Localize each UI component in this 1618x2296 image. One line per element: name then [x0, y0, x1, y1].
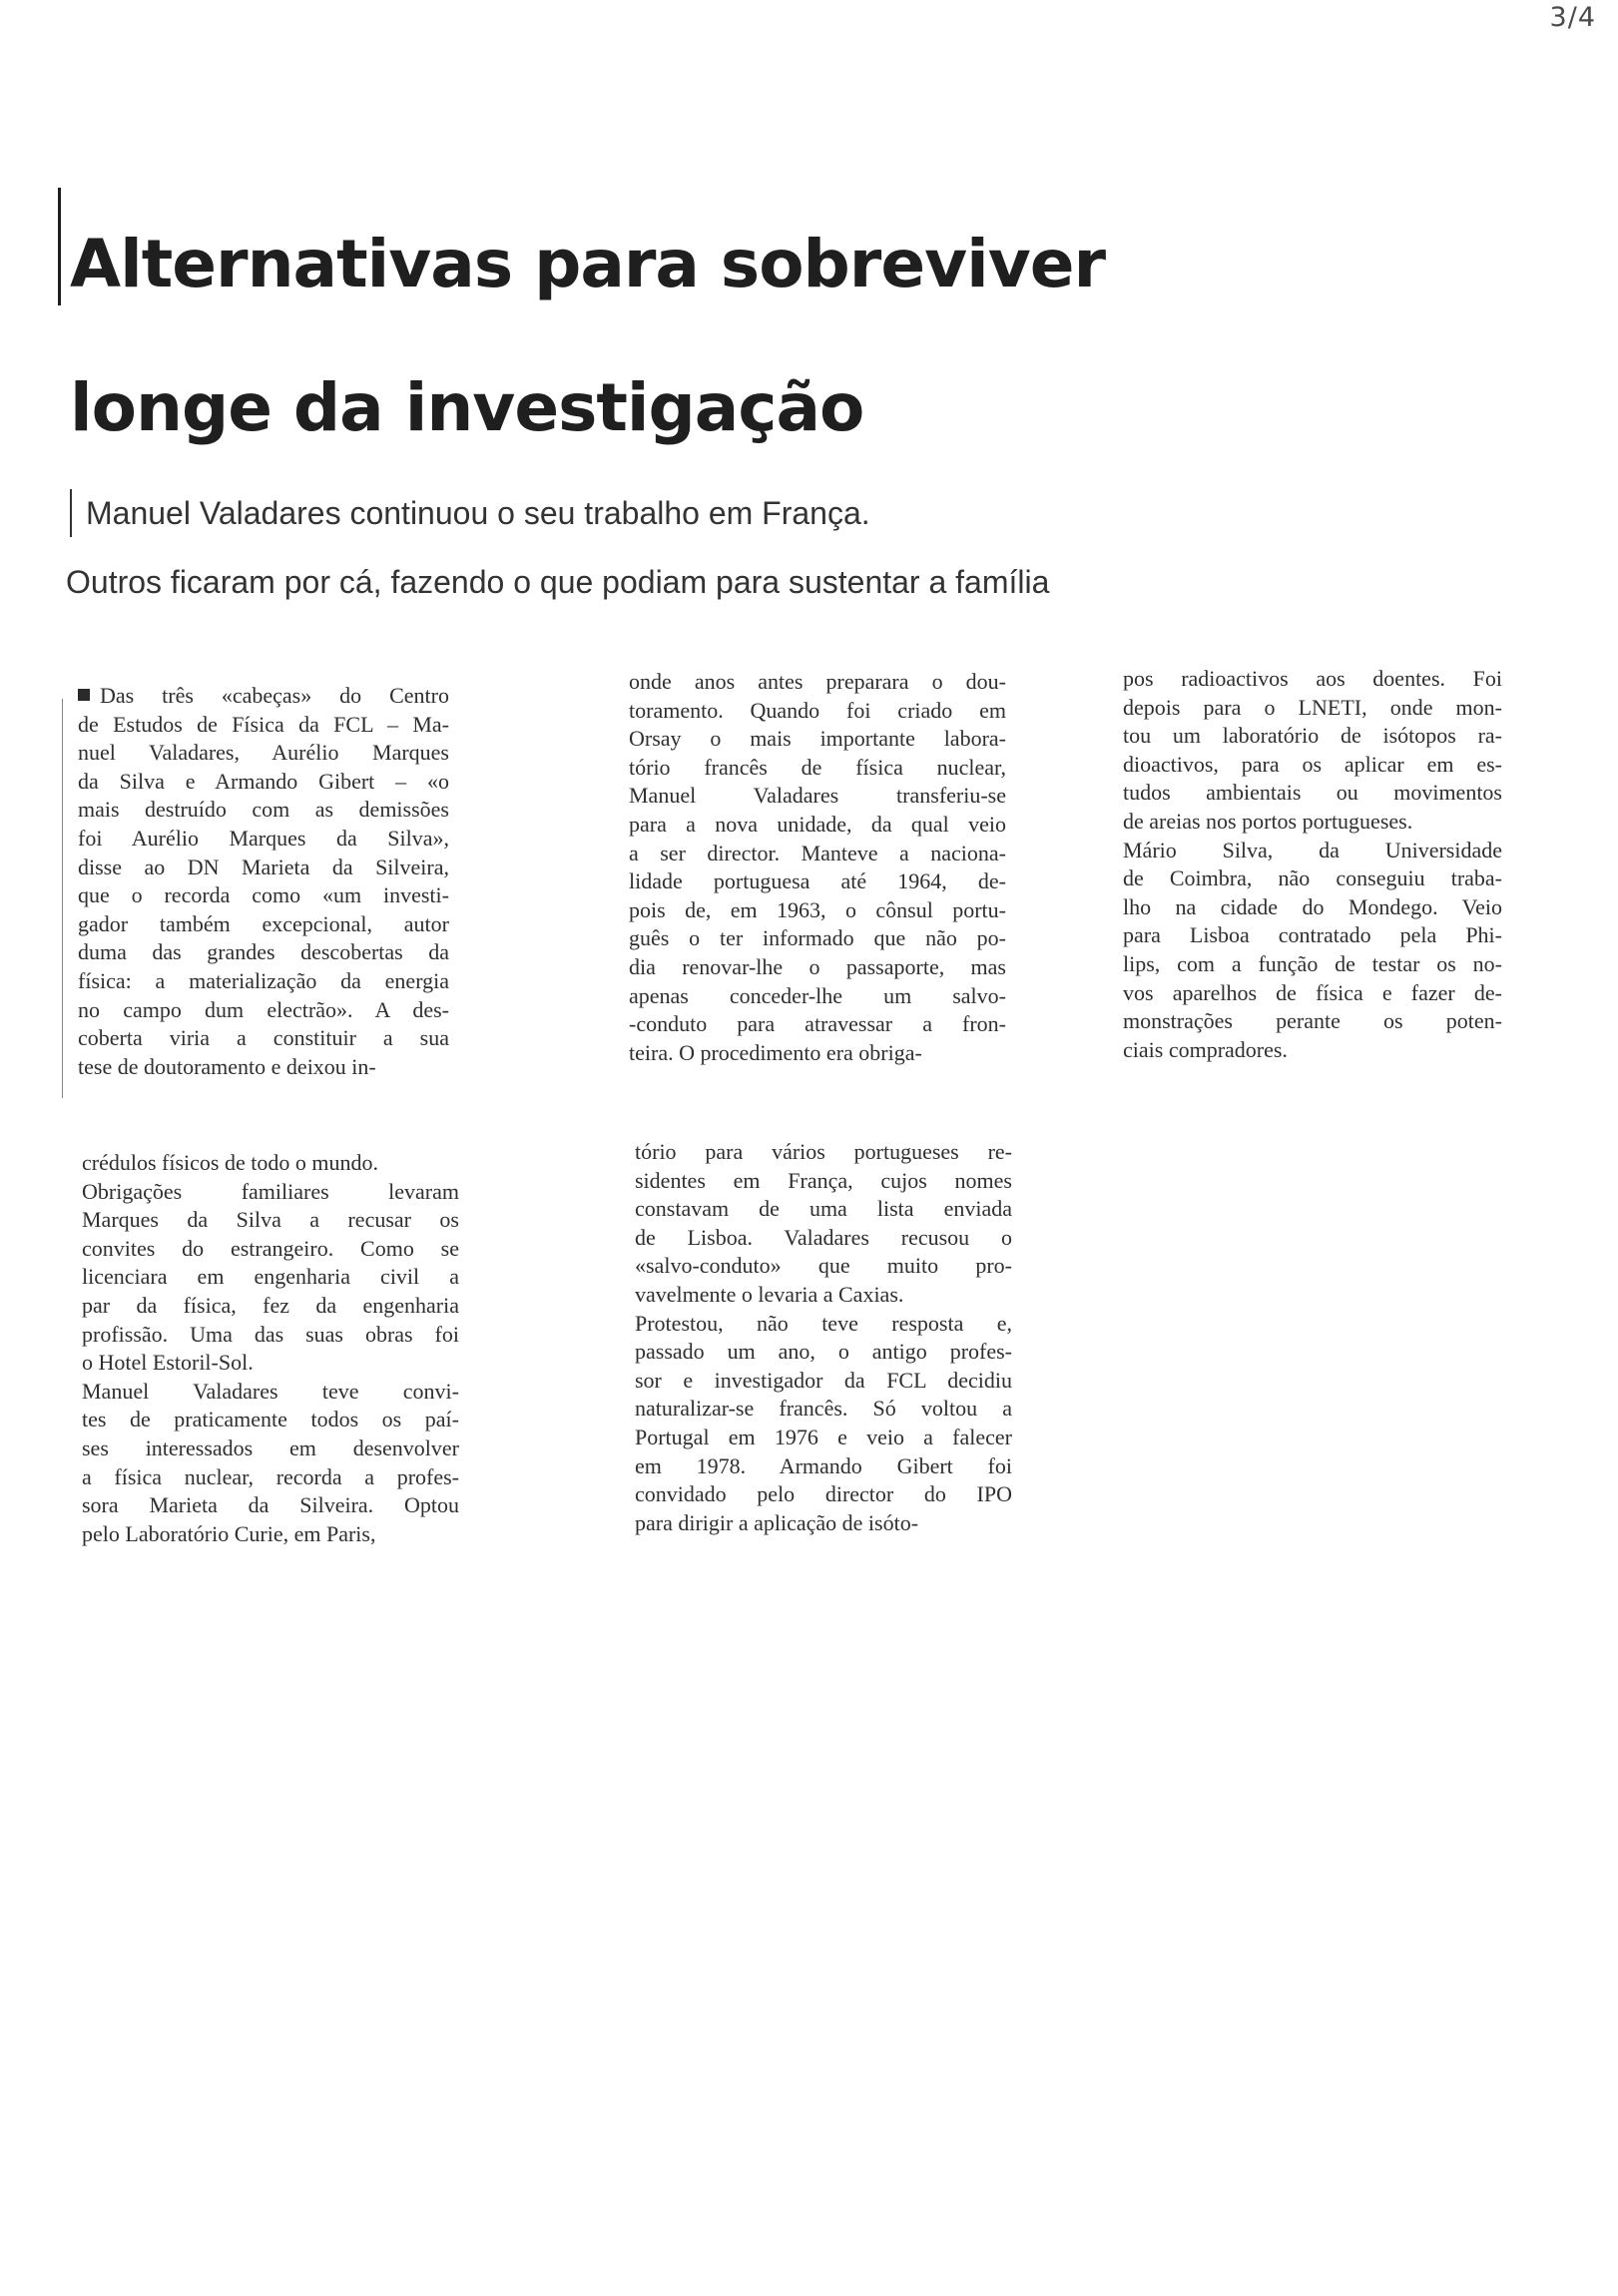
article-line-text: crédulos físicos de todo o mundo.	[82, 1150, 378, 1175]
article-line-text: passado um ano, o antigo profes-	[635, 1339, 1012, 1365]
subhead-rule	[70, 489, 72, 537]
article-line-text: toramento. Quando foi criado em	[629, 697, 1006, 723]
article-line	[82, 1435, 459, 1463]
article-line-text: lidade portuguesa até 1964, de-	[629, 868, 1006, 894]
article-line-text: depois para o LNETI, onde mon-	[1123, 694, 1502, 720]
article-line	[82, 1491, 459, 1520]
article-line	[629, 668, 1006, 697]
article-line-text: sidentes em França, cujos nomes	[635, 1167, 1012, 1193]
article-line-text: nuel Valadares, Aurélio Marques	[78, 740, 449, 766]
article-line	[78, 825, 449, 854]
article-line-text: de Coimbra, não conseguiu traba-	[1123, 865, 1502, 891]
article-line	[1123, 864, 1502, 893]
article-line	[82, 1235, 459, 1264]
article-line	[635, 1338, 1012, 1367]
article-line-text: de areias nos portos portugueses.	[1123, 808, 1413, 834]
article-line	[78, 1024, 449, 1053]
subhead-line-2: Outros ficaram por cá, fazendo o que podiam para sustentar a família	[66, 564, 1050, 600]
article-line-text: Obrigações familiares levaram	[82, 1178, 459, 1204]
article-line	[82, 1463, 459, 1492]
article-line-text: sor e investigador da FCL decidiu	[635, 1367, 1012, 1393]
article-line-text: da Silva e Armando Gibert – «o	[78, 768, 449, 794]
article-line	[82, 1149, 459, 1178]
article-line	[635, 1509, 1012, 1538]
article-line-text: para a nova unidade, da qual veio	[629, 811, 1006, 837]
article-line	[629, 840, 1006, 868]
bullet-square-icon	[78, 689, 90, 701]
article-line	[78, 910, 449, 939]
article-line	[82, 1321, 459, 1350]
article-line	[635, 1224, 1012, 1253]
article-line	[629, 782, 1006, 811]
article-line	[1123, 1036, 1502, 1065]
article-line	[78, 967, 449, 996]
article-line-text: teira. O procedimento era obriga-	[629, 1039, 922, 1065]
article-line	[78, 996, 449, 1025]
article-line-text: Das três «cabeças» do Centro	[100, 683, 449, 708]
article-line	[1123, 665, 1502, 694]
article-line	[635, 1480, 1012, 1509]
article-line-text: vos aparelhos de física e fazer de-	[1123, 979, 1502, 1005]
article-line-text: tudos ambientais ou movimentos	[1123, 780, 1502, 806]
article-line-text: -conduto para atravessar a fron-	[629, 1011, 1006, 1037]
article-line-text: para dirigir a aplicação de isóto-	[635, 1509, 919, 1535]
article-line-text: convidado pelo director do IPO	[635, 1481, 1012, 1507]
article-column-3-top	[1123, 665, 1502, 1064]
article-line-text: o Hotel Estoril-Sol.	[82, 1350, 254, 1376]
article-line	[629, 754, 1006, 783]
article-line	[629, 811, 1006, 840]
article-line	[1123, 1007, 1502, 1036]
article-column-1-bottom	[82, 1149, 459, 1548]
article-line	[635, 1138, 1012, 1167]
article-line-text: sora Marieta da Silveira. Optou	[82, 1492, 459, 1518]
article-line	[78, 739, 449, 768]
headline-line-1: Alternativas para sobreviver	[70, 226, 1106, 302]
article-line-text: foi Aurélio Marques da Silva»,	[78, 825, 449, 851]
article-line-text: apenas conceder-lhe um salvo-	[629, 982, 1006, 1008]
article-line-text: tese de doutoramento e deixou in-	[78, 1053, 376, 1079]
article-line	[82, 1349, 459, 1378]
column-divider	[62, 699, 63, 1098]
article-line-text: pos radioactivos aos doentes. Foi	[1123, 666, 1502, 691]
article-line-text: disse ao DN Marieta da Silveira,	[78, 854, 449, 879]
article-line-text: tes de praticamente todos os paí-	[82, 1407, 459, 1433]
article-line-text: Orsay o mais importante labora-	[629, 726, 1006, 752]
article-line	[629, 982, 1006, 1011]
article-line	[629, 867, 1006, 896]
article-line	[635, 1195, 1012, 1224]
article-line-text: Manuel Valadares teve convi-	[82, 1378, 459, 1404]
article-line-text: Mário Silva, da Universidade	[1123, 837, 1502, 862]
article-line-text: onde anos antes preparara o dou-	[629, 669, 1006, 694]
article-line	[78, 711, 449, 740]
article-line-text: Marques da Silva a recusar os	[82, 1207, 459, 1233]
article-line-text: coberta viria a constituir a sua	[78, 1025, 449, 1051]
article-line	[82, 1378, 459, 1407]
article-line	[629, 924, 1006, 953]
article-line-text: pelo Laboratório Curie, em Paris,	[82, 1520, 376, 1546]
page-number: 3/4	[1549, 2, 1596, 33]
article-line-text: convites do estrangeiro. Como se	[82, 1235, 459, 1261]
article-line	[1123, 979, 1502, 1008]
article-line-text: lho na cidade do Mondego. Veio	[1123, 893, 1502, 919]
article-line	[78, 682, 449, 711]
article-line	[82, 1263, 459, 1292]
article-line	[78, 938, 449, 967]
article-line-text: par da física, fez da engenharia	[82, 1292, 459, 1318]
article-line	[629, 1039, 1006, 1068]
article-line	[82, 1520, 459, 1549]
article-line-text: pois de, em 1963, o cônsul portu-	[629, 896, 1006, 922]
article-line	[82, 1292, 459, 1321]
article-line	[635, 1395, 1012, 1424]
article-line-text: a ser director. Manteve a naciona-	[629, 840, 1006, 865]
headline-line-2: longe da investigação	[70, 369, 864, 446]
article-line-text: no campo dum electrão». A des-	[78, 996, 449, 1022]
article-line-text: de Estudos de Física da FCL – Ma-	[78, 711, 449, 737]
article-column-2-bottom	[635, 1138, 1012, 1537]
article-line-text: ses interessados em desenvolver	[82, 1435, 459, 1460]
article-line	[78, 796, 449, 825]
article-line	[635, 1252, 1012, 1281]
article-line-text: naturalizar-se francês. Só voltou a	[635, 1396, 1012, 1422]
article-line	[1123, 779, 1502, 808]
article-column-2-top	[629, 668, 1006, 1067]
article-line	[1123, 837, 1502, 865]
article-line-text: de Lisboa. Valadares recusou o	[635, 1224, 1012, 1250]
article-line	[635, 1281, 1012, 1310]
article-line-text: «salvo-conduto» que muito pro-	[635, 1253, 1012, 1279]
article-line-text: gador também excepcional, autor	[78, 910, 449, 936]
article-line-text: Portugal em 1976 e veio a falecer	[635, 1424, 1012, 1449]
article-line-text: em 1978. Armando Gibert foi	[635, 1452, 1012, 1478]
article-column-1-top	[78, 682, 449, 1081]
article-line-text: Protestou, não teve resposta e,	[635, 1310, 1012, 1336]
article-line	[635, 1452, 1012, 1481]
article-line-text: a física nuclear, recorda a profes-	[82, 1463, 459, 1489]
article-line	[78, 1053, 449, 1082]
article-line-text: guês o ter informado que não po-	[629, 925, 1006, 951]
article-line-text: duma das grandes descobertas da	[78, 939, 449, 965]
article-line	[629, 725, 1006, 754]
article-line	[635, 1367, 1012, 1396]
article-line	[82, 1406, 459, 1435]
article-line	[1123, 921, 1502, 950]
article-line-text: lips, com a função de testar os no-	[1123, 950, 1502, 976]
article-line-text: vavelmente o levaria a Caxias.	[635, 1281, 904, 1307]
article-line	[1123, 722, 1502, 751]
article-line-text: monstrações perante os poten-	[1123, 1008, 1502, 1034]
article-line-text: para Lisboa contratado pela Phi-	[1123, 922, 1502, 948]
article-line	[1123, 808, 1502, 837]
article-line	[635, 1424, 1012, 1452]
article-line-text: que o recorda como «um investi-	[78, 882, 449, 908]
article-line	[1123, 893, 1502, 922]
article-line	[78, 768, 449, 797]
article-line-text: licenciara em engenharia civil a	[82, 1264, 459, 1290]
article-line	[78, 881, 449, 910]
article-line	[629, 697, 1006, 726]
article-line-text: profissão. Uma das suas obras foi	[82, 1321, 459, 1347]
article-line	[635, 1310, 1012, 1339]
article-line-text: mais destruído com as demissões	[78, 797, 449, 823]
article-line	[1123, 950, 1502, 979]
article-line-text: constavam de uma lista enviada	[635, 1196, 1012, 1222]
article-line	[629, 896, 1006, 925]
article-line-text: Manuel Valadares transferiu-se	[629, 783, 1006, 809]
article-line	[1123, 751, 1502, 780]
article-line-text: tório para vários portugueses re-	[635, 1139, 1012, 1164]
article-line-text: dioactivos, para os aplicar em es-	[1123, 751, 1502, 777]
article-line-text: tório francês de física nuclear,	[629, 754, 1006, 780]
article-line	[1123, 694, 1502, 723]
article-line-text: ciais compradores.	[1123, 1036, 1288, 1062]
article-line	[78, 854, 449, 882]
article-line	[629, 1010, 1006, 1039]
article-line	[82, 1178, 459, 1207]
article-line	[629, 953, 1006, 982]
article-line	[82, 1206, 459, 1235]
article-line-text: física: a materialização da energia	[78, 967, 449, 993]
article-line	[635, 1167, 1012, 1196]
subhead-line-1: Manuel Valadares continuou o seu trabalho em França.	[86, 495, 870, 531]
headline-rule	[58, 188, 61, 305]
article-line-text: dia renovar-lhe o passaporte, mas	[629, 953, 1006, 979]
article-line-text: tou um laboratório de isótopos ra-	[1123, 723, 1502, 749]
